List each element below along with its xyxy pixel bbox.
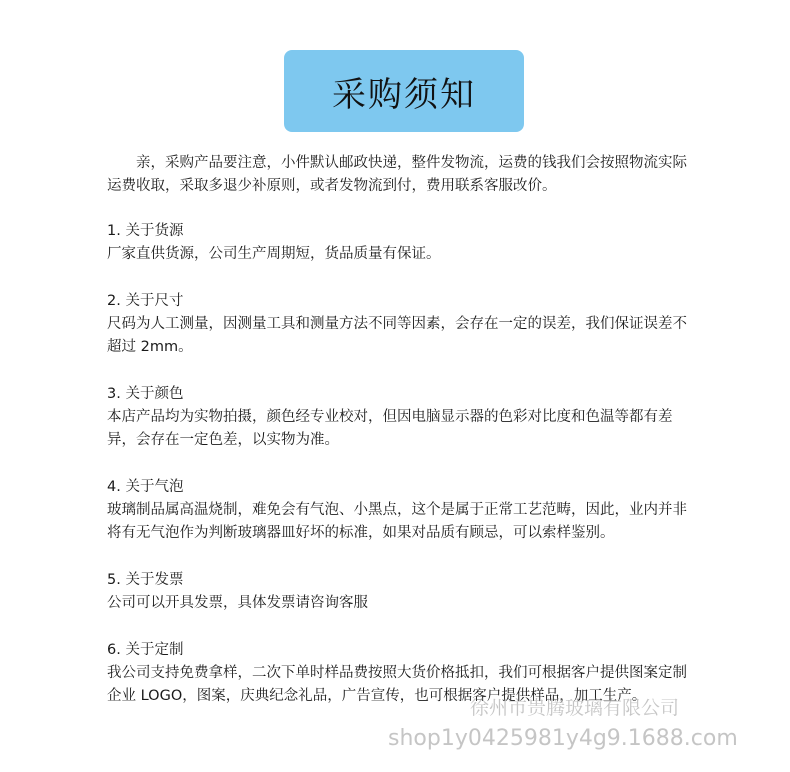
section-heading: 3. 关于颜色 [107, 386, 184, 402]
section-body: 公司可以开具发票，具体发票请咨询客服 [107, 595, 368, 611]
watermark-company: 徐州市贵腾玻璃有限公司 [470, 697, 680, 719]
section-size [107, 290, 697, 359]
section-body: 本店产品均为实物拍摄，颜色经专业校对，但因电脑显示器的色彩对比度和色温等都有差异，会存在一定色差，以实物为准。 [107, 409, 673, 448]
notice-content [107, 152, 697, 732]
section-body: 尺码为人工测量，因测量工具和测量方法不同等因素，会存在一定的误差，我们保证误差不超过 2mm。 [107, 316, 687, 355]
section-bubbles [107, 476, 697, 545]
section-heading: 6. 关于定制 [107, 642, 184, 658]
watermark-url: shop1y0425981y4g9.1688.com [388, 726, 738, 751]
section-body: 玻璃制品属高温烧制，难免会有气泡、小黑点，这个是属于正常工艺范畴，因此，业内并非将有无气泡作为判断玻璃器皿好坏的标准，如果对品质有顾忌，可以索样鉴别。 [107, 502, 687, 541]
section-heading: 4. 关于气泡 [107, 479, 184, 495]
section-heading: 5. 关于发票 [107, 572, 184, 588]
page-title: 采购须知 [332, 74, 476, 115]
section-body: 我公司支持免费拿样，二次下单时样品费按照大货价格抵扣，我们可根据客户提供图案定制企业 LOGO，图案，庆典纪念礼品，广告宣传，也可根据客户提供样品，加工生产。 [107, 665, 687, 704]
section-source [107, 220, 697, 266]
section-invoice [107, 569, 697, 615]
section-body: 厂家直供货源，公司生产周期短，货品质量有保证。 [107, 246, 441, 262]
section-heading: 2. 关于尺寸 [107, 293, 184, 309]
section-color [107, 383, 697, 452]
title-banner [284, 50, 524, 132]
section-heading: 1. 关于货源 [107, 223, 184, 239]
intro-paragraph: 亲，采购产品要注意，小件默认邮政快递，整件发物流，运费的钱我们会按照物流实际运费收取，采取多退少补原则，或者发物流到付，费用联系客服改价。 [107, 155, 687, 194]
